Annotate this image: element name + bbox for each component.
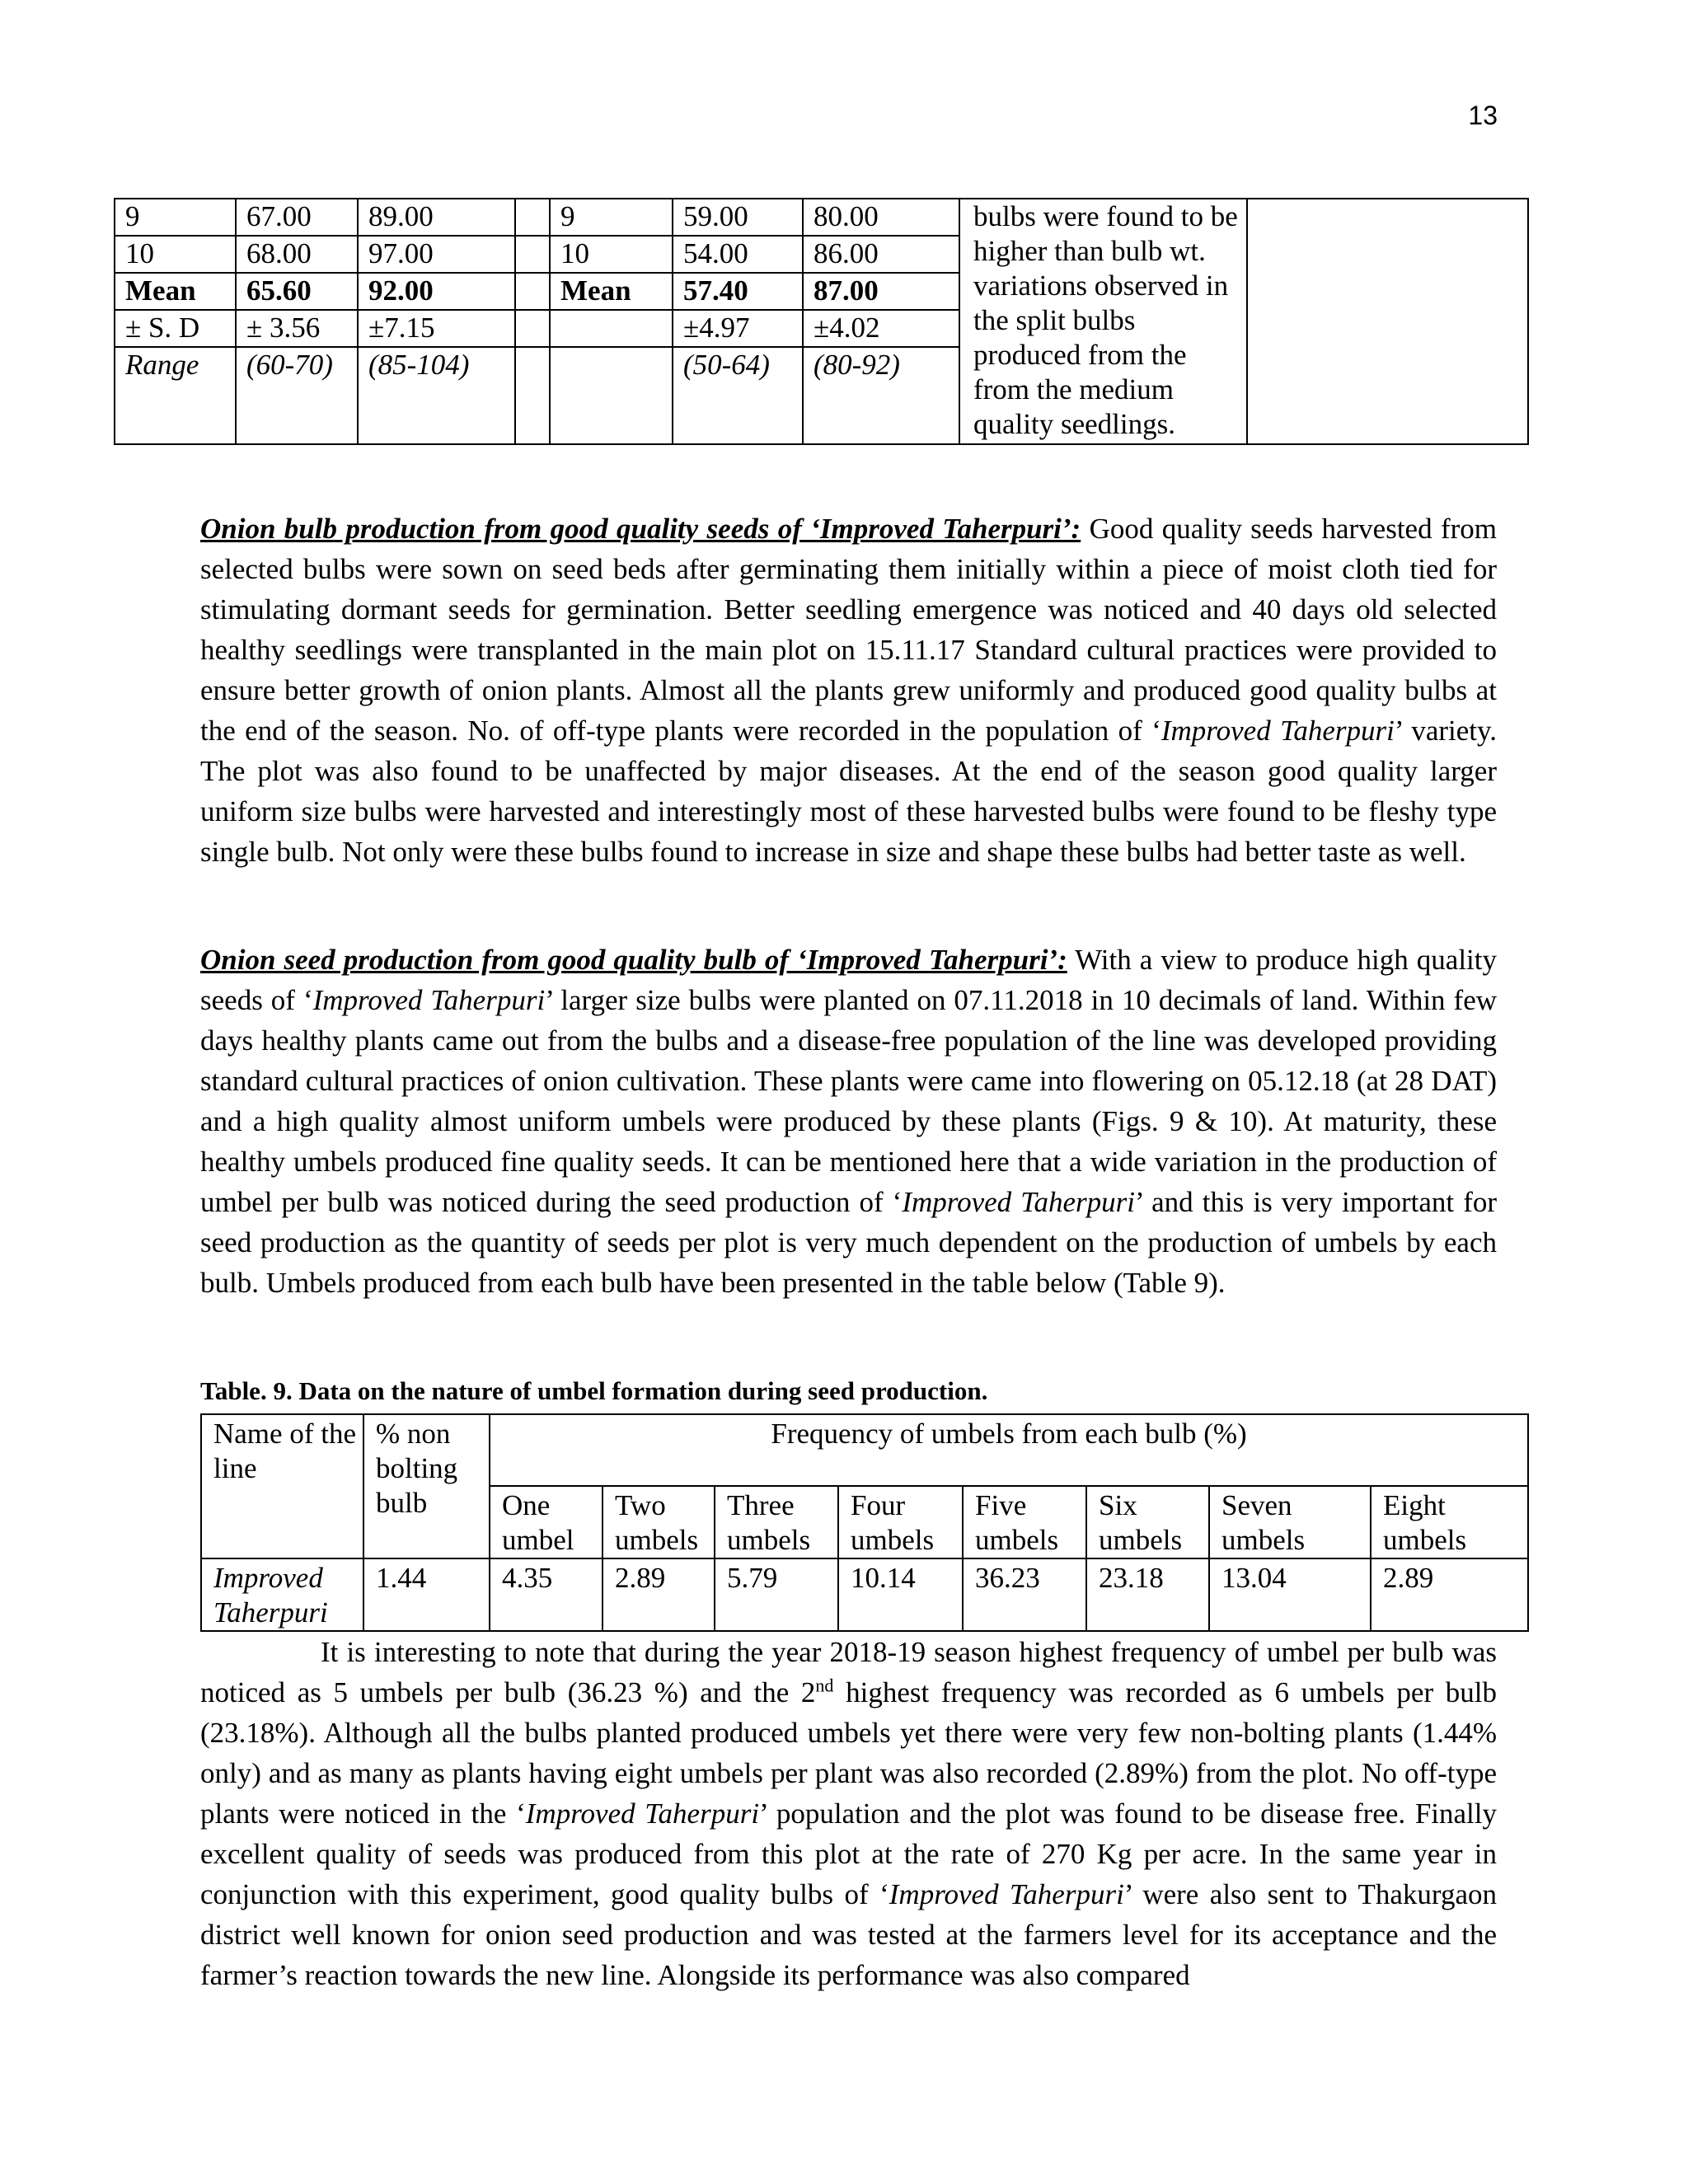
text: ’ and this is very important for seed production as the quantity of seeds per plot is very much dependent on the production of umbels by each bulb. Umbels produced from each bulb have been presented in the table below (Table 9). — [200, 1186, 1498, 1299]
cell: 59.00 — [673, 199, 803, 236]
paragraph-bulb-production — [200, 509, 1497, 872]
section-heading: Onion bulb production from good quality seeds of ‘Improved Taherpuri’: — [200, 513, 1081, 545]
cell: 10.14 — [838, 1558, 963, 1631]
header-frequency: Frequency of umbels from each bulb (%) — [490, 1414, 1528, 1486]
cell: 80.00 — [803, 199, 959, 236]
cell: ± S. D — [115, 310, 236, 347]
cell: 2.89 — [1371, 1558, 1528, 1631]
subheader: Six umbels — [1086, 1486, 1209, 1558]
cell: (60-70) — [236, 347, 358, 444]
cell: (85-104) — [358, 347, 515, 444]
cell: 13.04 — [1209, 1558, 1371, 1631]
cell: 10 — [115, 236, 236, 273]
cell — [515, 273, 550, 310]
subheader: Four umbels — [838, 1486, 963, 1558]
cell: ±4.97 — [673, 310, 803, 347]
subheader: Three umbels — [715, 1486, 838, 1558]
text: ’ variety. The plot was also found to be unaffected by major diseases. At the end of the season good quality larger uniform size bulbs were harvested and interestingly most of these harvested bulbs were found to be fleshy type single bulb. Not only were these bulbs found to increase in size and shape these bulbs had better taste as well. — [200, 715, 1498, 868]
paragraph-seed-production — [200, 940, 1497, 1303]
subheader: One umbel — [490, 1486, 603, 1558]
cell: 4.35 — [490, 1558, 603, 1631]
cell — [515, 236, 550, 273]
cell: Mean — [550, 273, 673, 310]
text: With a view to produce high quality seeds of ‘ — [200, 944, 1497, 1016]
cell — [515, 199, 550, 236]
umbel-table — [200, 1413, 1529, 1632]
cell: 1.44 — [363, 1558, 490, 1631]
text: highest frequency was recorded as 6 umbels per bulb (23.18%). Although all the bulbs planted produced umbels yet there were very few non-bolting plants (1.44% only) and as many as plants having eight umbels per plant was also recorded (2.89%) from the plot. No off-type plants were noticed in the ‘ — [200, 1676, 1497, 1830]
cell: 9 — [550, 199, 673, 236]
cell: 9 — [115, 199, 236, 236]
note-cell: bulbs were found to be higher than bulb wt. variations observed in the split bulbs produced from the from the medium quality seedlings. — [959, 199, 1247, 444]
italic-text: Improved Taherpuri — [889, 1878, 1124, 1910]
text: It is interesting to note that during the year 2018-19 season highest frequency of umbel per bulb was noticed as 5 umbels per bulb (36.23 %) and the 2 — [200, 1636, 1497, 1708]
page-number: 13 — [1468, 101, 1498, 130]
cell: 97.00 — [358, 236, 515, 273]
cell: 36.23 — [963, 1558, 1086, 1631]
italic-text: Improved Taherpuri — [525, 1797, 760, 1830]
cell: 2.89 — [603, 1558, 715, 1631]
table-row — [201, 1414, 1528, 1486]
italic-text: Improved Taherpuri — [1160, 715, 1395, 747]
cell: ±7.15 — [358, 310, 515, 347]
continuation-table — [114, 198, 1529, 445]
cell: 54.00 — [673, 236, 803, 273]
subheader: Two umbels — [603, 1486, 715, 1558]
text: ’ were also sent to Thakurgaon district well known for onion seed production and was tested at the farmers level for its acceptance and the farmer’s reaction towards the new line. Alongside its performance was also compared — [200, 1878, 1497, 1991]
cell — [550, 347, 673, 444]
subheader: Seven umbels — [1209, 1486, 1371, 1558]
cell — [515, 310, 550, 347]
cell: 86.00 — [803, 236, 959, 273]
cell: 67.00 — [236, 199, 358, 236]
table-row — [115, 199, 1528, 236]
cell: 65.60 — [236, 273, 358, 310]
cell: 89.00 — [358, 199, 515, 236]
cell: 23.18 — [1086, 1558, 1209, 1631]
cell: 5.79 — [715, 1558, 838, 1631]
text: ’ larger size bulbs were planted on 07.11.2018 in 10 decimals of land. Within few days healthy plants came out from the bulbs and a disease-free population of the line was developed providing standard cultural practices of onion cultivation. These plants were came into flowering on 05.12.18 (at 28 DAT) and a high quality almost uniform umbels were produced by these plants (Figs. 9 & 10). At maturity, these healthy umbels produced fine quality seeds. It can be mentioned here that a wide variation in the production of umbel per bulb was noticed during the seed production of ‘ — [200, 984, 1498, 1218]
cell: 68.00 — [236, 236, 358, 273]
italic-text: Improved Taherpuri — [312, 984, 546, 1016]
cell: 10 — [550, 236, 673, 273]
empty-cell — [1247, 199, 1528, 444]
cell — [550, 310, 673, 347]
cell: (50-64) — [673, 347, 803, 444]
line-name: Improved Taherpuri — [201, 1558, 363, 1631]
superscript: nd — [815, 1675, 834, 1696]
table-caption: Table. 9. Data on the nature of umbel formation during seed production. — [200, 1376, 988, 1405]
text: ’ population and the plot was found to be disease free. Finally excellent quality of seeds was produced from this plot at the rate of 270 Kg per acre. In the same year in conjunction with this experiment, good quality bulbs of ‘ — [200, 1797, 1497, 1910]
cell: ±4.02 — [803, 310, 959, 347]
cell: 87.00 — [803, 273, 959, 310]
cell: Mean — [115, 273, 236, 310]
cell — [515, 347, 550, 444]
cell: ± 3.56 — [236, 310, 358, 347]
text: Good quality seeds harvested from selected bulbs were sown on seed beds after germinating them initially within a piece of moist cloth tied for stimulating dormant seeds for germination. Better seedling emergence was noticed and 40 days old selected healthy seedlings were transplanted in the main plot on 15.11.17 Standard cultural practices were provided to ensure better growth of onion plants. Almost all the plants grew uniformly and produced good quality bulbs at the end of the season. No. of off-type plants were recorded in the population of ‘ — [200, 513, 1497, 747]
cell: Range — [115, 347, 236, 444]
cell: 57.40 — [673, 273, 803, 310]
header-name: Name of the line — [201, 1414, 363, 1558]
section-heading: Onion seed production from good quality bulb of ‘Improved Taherpuri’: — [200, 944, 1067, 976]
cell: (80-92) — [803, 347, 959, 444]
italic-text: Improved Taherpuri — [902, 1186, 1135, 1218]
cell: 92.00 — [358, 273, 515, 310]
header-nonbolting: % non bolting bulb — [363, 1414, 490, 1558]
paragraph-results — [200, 1632, 1497, 1995]
subheader: Eight umbels — [1371, 1486, 1528, 1558]
subheader: Five umbels — [963, 1486, 1086, 1558]
table-row — [201, 1558, 1528, 1631]
